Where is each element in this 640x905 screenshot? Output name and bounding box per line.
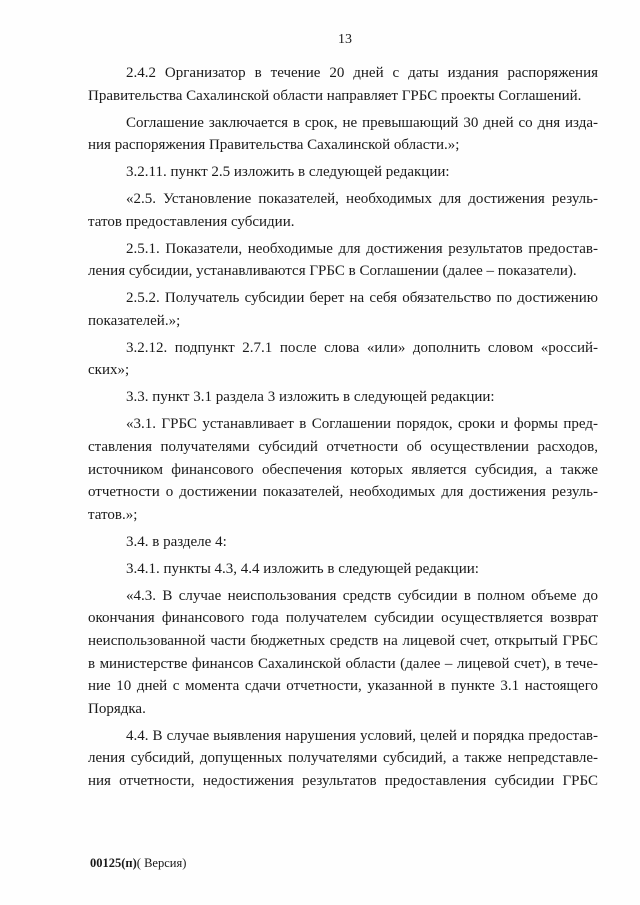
footer-version-label: ( Версия) <box>136 856 187 870</box>
paragraph <box>88 188 598 233</box>
document-body <box>88 62 598 793</box>
paragraph-line: 3.2.11. пункт 2.5 изложить в следующей редакции: <box>126 164 450 181</box>
page-number: 13 <box>338 32 352 47</box>
paragraph-line: ления субсидий, допущенных получателями субсидий, а также непредставле- <box>88 750 598 767</box>
paragraph <box>88 62 598 107</box>
paragraph-line: показателей.»; <box>88 312 181 329</box>
paragraph-line: неиспользованной части бюджетных средств на лицевой счет, открытый ГРБС <box>88 632 598 649</box>
paragraph-line: отчетности о достижении показателей, необходимых для достижения резуль- <box>88 484 598 501</box>
paragraph-line: источником финансового обеспечения которых является субсидия, а также <box>88 461 598 478</box>
paragraph <box>88 337 598 382</box>
paragraph-line: ления субсидии, устанавливаются ГРБС в Соглашении (далее – показатели). <box>88 263 577 280</box>
document-footer <box>90 856 186 871</box>
paragraph-line: 3.2.12. подпункт 2.7.1 после слова «или» дополнить словом «россий- <box>126 339 598 356</box>
paragraph <box>88 413 598 526</box>
paragraph-line: «4.3. В случае неиспользования средств субсидии в полном объеме до <box>126 587 598 604</box>
paragraph <box>88 287 598 332</box>
paragraph <box>88 161 598 184</box>
paragraph-line: «2.5. Установление показателей, необходимых для достижения резуль- <box>126 191 598 208</box>
paragraph-line: 3.4.1. пункты 4.3, 4.4 изложить в следующей редакции: <box>126 560 479 577</box>
paragraph <box>88 558 598 581</box>
paragraph <box>88 112 598 157</box>
paragraph-line: 3.4. в разделе 4: <box>126 533 227 550</box>
paragraph-line: татов.»; <box>88 506 138 523</box>
paragraph-line: Порядка. <box>88 700 146 717</box>
paragraph <box>88 585 598 721</box>
paragraph-line: 2.5.1. Показатели, необходимые для достижения результатов предостав- <box>126 240 598 257</box>
paragraph-line: ния распоряжения Правительства Сахалинской области.»; <box>88 137 460 154</box>
paragraph-line: 4.4. В случае выявления нарушения условий, целей и порядка предостав- <box>126 727 598 744</box>
paragraph-line: окончания финансового года получателем субсидии осуществляется возврат <box>88 610 598 627</box>
paragraph-line: 3.3. пункт 3.1 раздела 3 изложить в следующей редакции: <box>126 389 495 406</box>
paragraph-line: «3.1. ГРБС устанавливает в Соглашении порядок, сроки и формы пред- <box>126 416 598 433</box>
paragraph-line: Соглашение заключается в срок, не превышающий 30 дней со дня изда- <box>126 114 598 131</box>
paragraph-line: ние 10 дней с момента сдачи отчетности, указанной в пункте 3.1 настоящего <box>88 678 598 695</box>
paragraph-line: ских»; <box>88 362 130 379</box>
paragraph-line: татов предоставления субсидии. <box>88 213 295 230</box>
footer-document-code: 00125(п) <box>90 856 137 870</box>
paragraph <box>88 386 598 409</box>
paragraph <box>88 531 598 554</box>
paragraph-line: ставления получателями субсидий отчетности об осуществлении расходов, <box>88 439 598 456</box>
paragraph-line: 2.4.2 Организатор в течение 20 дней с даты издания распоряжения <box>126 65 598 81</box>
paragraph-line: в министерстве финансов Сахалинской области (далее – лицевой счет), в тече- <box>88 655 598 672</box>
paragraph <box>88 725 598 793</box>
paragraph-line: 2.5.2. Получатель субсидии берет на себя обязательство по достижению <box>126 290 598 307</box>
paragraph <box>88 238 598 283</box>
paragraph-line: ния отчетности, недостижения результатов предоставления субсидии ГРБС <box>88 772 598 789</box>
paragraph-line: Правительства Сахалинской области направляет ГРБС проекты Соглашений. <box>88 87 582 104</box>
